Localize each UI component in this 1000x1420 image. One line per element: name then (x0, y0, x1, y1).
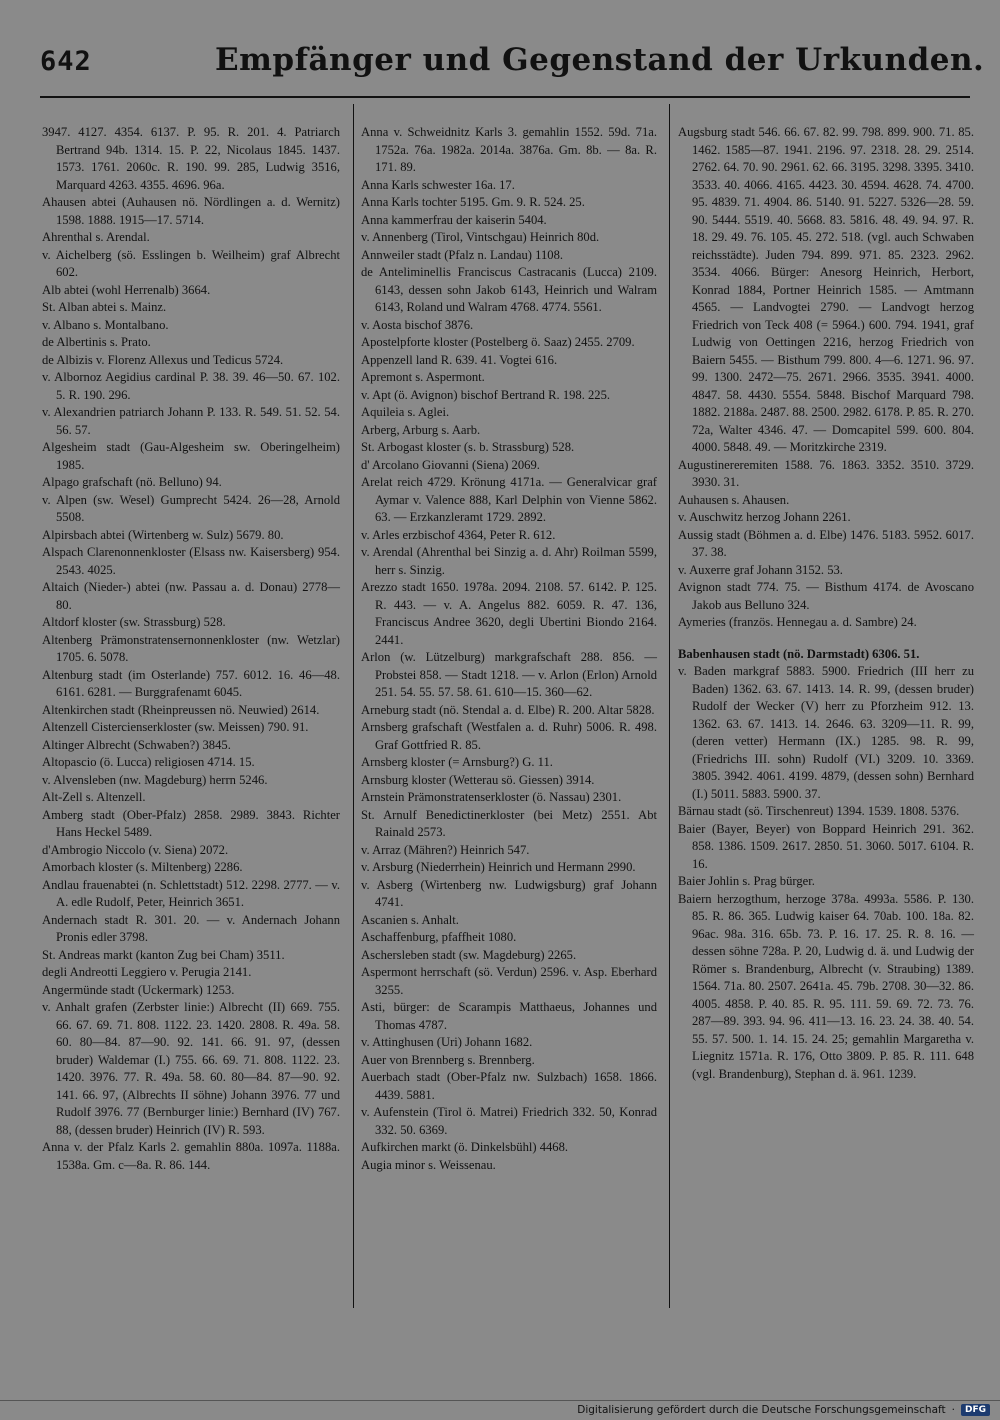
index-entry: Aquileia s. Aglei. (361, 405, 450, 419)
index-entry: v. Arendal (Ahrenthal bei Sinzig a. d. Ahr) Roilman 5599, herr s. Sinzig. (361, 545, 657, 577)
index-entry: Altenburg stadt (im Osterlande) 757. 6012. 16. 46—48. 6161. 6281. — Burggrafenamt 6045. (42, 667, 340, 699)
index-column-2 (361, 124, 657, 1174)
page-title: Empfänger und Gegenstand der Urkunden. (215, 42, 985, 78)
index-entry: Alspach Clarenonnenkloster (Elsass nw. Kaisersberg) 954. 2543. 4025. (42, 545, 340, 577)
index-entry: Alb abtei (wohl Herrenalb) 3664. (42, 282, 211, 297)
index-entry: Angermünde stadt (Uckermark) 1253. (42, 982, 235, 997)
index-entry: Anna kammerfrau der kaiserin 5404. (361, 212, 547, 227)
index-entry: v. Attinghusen (Uri) Johann 1682. (361, 1035, 533, 1049)
index-entry: Baier (Bayer, Beyer) von Boppard Heinrich 291. 362. 858. 1386. 1509. 2617. 2850. 51. 3060. 5017. 6104. R. 16. (678, 821, 974, 871)
index-entry: Augia minor s. Weissenau. (361, 1157, 496, 1172)
index-entry: Algesheim stadt (Gau-Algesheim sw. Oberingelheim) 1985. (42, 440, 340, 472)
index-entry: Auer von Brennberg s. Brennberg. (361, 1052, 535, 1067)
index-entry: Arezzo stadt 1650. 1978a. 2094. 2108. 57. 6142. P. 125. R. 443. — v. A. Angelus 882. 6059. R. 47. 136, Franciscus Andree 3620, degli Ubertini Biondo 2164. 2441. (361, 580, 657, 647)
index-entry: Asti, bürger: de Scarampis Matthaeus, Johannes und Thomas 4787. (361, 1000, 657, 1032)
index-entry: Amorbach kloster (s. Miltenberg) 2286. (42, 860, 243, 874)
index-entry: Altaich (Nieder-) abtei (nw. Passau a. d. Donau) 2778—80. (42, 580, 340, 612)
index-entry: Aschaffenburg, pfaffheit 1080. (361, 930, 517, 944)
index-entry: v. Alexandrien patriarch Johann P. 133. R. 549. 51. 52. 54. 56. 57. (42, 405, 340, 437)
index-entry: Ahausen abtei (Auhausen nö. Nördlingen a. d. Wernitz) 1598. 1888. 1915—17. 5714. (42, 195, 340, 227)
index-entry: v. Albornoz Aegidius cardinal P. 38. 39. 46—50. 67. 102. 5. R. 190. 296. (42, 370, 340, 402)
index-entry: Arnstein Prämonstratenserkloster (ö. Nassau) 2301. (361, 790, 622, 804)
index-entry: v. Alvensleben (nw. Magdeburg) herrn 5246. (42, 772, 268, 787)
index-entry: Arlon (w. Lützelburg) markgrafschaft 288. 856. — Probstei 858. — Stadt 1218. — v. Arlon (Erlon) Arnold 251. 54. 55. 57. 58. 61. 610—15. 360—62. (361, 650, 657, 699)
index-entry: Auerbach stadt (Ober-Pfalz nw. Sulzbach) 1658. 1866. 4439. 5881. (361, 1070, 657, 1102)
index-entry: Auhausen s. Ahausen. (678, 492, 790, 507)
index-entry: v. Asberg (Wirtenberg nw. Ludwigsburg) graf Johann 4741. (361, 877, 657, 909)
index-entry: v. Baden markgraf 5883. 5900. Friedrich (III herr zu Baden) 1362. 63. 67. 1413. 14. R. 99, (dessen bruder) Rudolf der Wecker (V) herr zu Pforzheim 912. 13. 1362. 63. 67. 1413. 14. 2646. 63. 3209—11. R. 99, (deren vetter) Hermann (IX.) 1285. 98. R. 99, (Friedrichs III. sohn) Rudolf (VI.) 3209. 10. 3369. 3805. 3942. 4061. 4199. 4879, (dessen sohn) Bernhard (I.) 5011. 5883. 5900. 37. (678, 664, 974, 801)
header-rule (40, 96, 970, 98)
index-entry: St. Andreas markt (kanton Zug bei Cham) 3511. (42, 947, 285, 962)
index-entry: Ahrenthal s. Arendal. (42, 230, 150, 244)
index-entry: Augustinereremiten 1588. 76. 1863. 3352. 3510. 3729. 3930. 31. (678, 457, 974, 489)
index-entry: Baiern herzogthum, herzoge 378a. 4993a. 5586. P. 130. 85. R. 86. 365. Ludwig kaiser 64. 70ab. 100. 18a. 82. 96ac. 98a. 316. 65b. 73. P. 16. 17. 25. R. 8. 16. — dessen söhne 728a. P. 20, Ludwig d. ä. und Ludwig der Römer s. Brandenburg, Albrecht (v. Straubing) 1389. 1564. 71a. 80. 2507. 2641a. 45. 79b. 2708. 30—32. 86. 4005. 4858. P. 40. 85. R. 95. 111. 59. 69. 72. 73. 76. 287—89. 393. 94. 96. 411—13. 16. 23. 24. 38. 40. 54. 55. 57. 500. 1. 14. 15. 24. 25; gemahlin Margaretha v. Liegnitz 1571a. R. 176, Otto 3809. P. 85. R. 111. 648 (vgl. Brandenburg), Stephan d. ä. 961. 1239. (678, 891, 974, 1081)
index-entry: v. Arles erzbischof 4364, Peter R. 612. (361, 527, 556, 542)
index-entry: Annweiler stadt (Pfalz n. Landau) 1108. (361, 247, 564, 262)
index-entry: Aufkirchen markt (ö. Dinkelsbühl) 4468. (361, 1140, 569, 1154)
index-entry: v. Aosta bischof 3876. (361, 317, 474, 332)
index-entry: Arberg, Arburg s. Aarb. (361, 422, 481, 437)
index-entry: v. Auschwitz herzog Johann 2261. (678, 510, 851, 524)
index-entry: Anna v. der Pfalz Karls 2. gemahlin 880a. 1097a. 1188a. 1538a. Gm. c—8a. R. 86. 144. (42, 1140, 340, 1172)
index-entry: v. Arsburg (Niederrhein) Heinrich und Hermann 2990. (361, 860, 636, 874)
index-entry: Baier Johlin s. Prag bürger. (678, 874, 815, 888)
index-entry: Babenhausen stadt (nö. Darmstadt) 6306. 51. (678, 646, 920, 661)
index-entry: Altinger Albrecht (Schwaben?) 3845. (42, 737, 231, 752)
index-entry: Arelat reich 4729. Krönung 4171a. — Generalvicar graf Aymar v. Valence 888, Karl Delphin von Vienne 5862. 63. — Erzkanzleramt 1729. 2892. (361, 475, 657, 524)
index-entry: Altenkirchen stadt (Rheinpreussen nö. Neuwied) 2614. (42, 702, 320, 717)
footer-rule (0, 1400, 1000, 1401)
index-entry: v. Annenberg (Tirol, Vintschgau) Heinrich 80d. (361, 230, 600, 244)
index-entry: 3947. 4127. 4354. 6137. P. 95. R. 201. 4. Patriarch Bertrand 94b. 1314. 15. P. 22, Nicolaus 1845. 1437. 1573. 1761. 2060c. R. 190. 99. 285, Ludwig 3516, Marquard 4263. 4355. 4696. 96a. (42, 125, 340, 192)
index-entry: v. Alpen (sw. Wesel) Gumprecht 5424. 26—28, Arnold 5508. (42, 492, 340, 524)
index-entry: Altdorf kloster (sw. Strassburg) 528. (42, 615, 226, 629)
index-entry: Ascanien s. Anhalt. (361, 912, 459, 927)
index-entry: v. Auxerre graf Johann 3152. 53. (678, 562, 843, 577)
index-entry: Apremont s. Aspermont. (361, 370, 485, 384)
index-entry: Altenzell Cistercienserkloster (sw. Meissen) 790. 91. (42, 720, 309, 734)
index-entry: Aussig stadt (Böhmen a. d. Elbe) 1476. 5183. 5952. 6017. 37. 38. (678, 527, 974, 559)
column-divider (353, 104, 354, 1308)
index-entry: d'Ambrogio Niccolo (v. Siena) 2072. (42, 842, 229, 857)
index-entry: St. Alban abtei s. Mainz. (42, 300, 167, 314)
index-entry: Appenzell land R. 639. 41. Vogtei 616. (361, 352, 558, 367)
index-entry: degli Andreotti Leggiero v. Perugia 2141. (42, 965, 252, 979)
index-entry: Aymeries (französ. Hennegau a. d. Sambre) 24. (678, 615, 917, 629)
dfg-logo-icon: DFG (961, 1404, 990, 1416)
index-entry: v. Albano s. Montalbano. (42, 317, 169, 332)
index-entry: Arneburg stadt (nö. Stendal a. d. Elbe) R. 200. Altar 5828. (361, 702, 655, 717)
index-entry: de Albertinis s. Prato. (42, 335, 151, 349)
index-entry: Anna v. Schweidnitz Karls 3. gemahlin 1552. 59d. 71a. 1752a. 76a. 1982a. 2014a. 3876a. Gm. 8b. — 8a. R. 171. 89. (361, 125, 657, 174)
index-entry: Alt-Zell s. Altenzell. (42, 790, 146, 804)
index-entry: Aschersleben stadt (sw. Magdeburg) 2265. (361, 947, 577, 962)
index-entry: v. Aufenstein (Tirol ö. Matrei) Friedrich 332. 50, Konrad 332. 50. 6369. (361, 1105, 657, 1137)
index-entry: de Albizis v. Florenz Allexus und Tedicus 5724. (42, 352, 284, 367)
index-entry: Amberg stadt (Ober-Pfalz) 2858. 2989. 3843. Richter Hans Heckel 5489. (42, 807, 340, 839)
index-entry: Anna Karls tochter 5195. Gm. 9. R. 524. 25. (361, 195, 585, 209)
index-entry: v. Aichelberg (sö. Esslingen b. Weilheim) graf Albrecht 602. (42, 247, 340, 279)
index-entry: v. Apt (ö. Avignon) bischof Bertrand R. 198. 225. (361, 387, 611, 402)
index-column-1 (42, 124, 340, 1174)
index-entry: St. Arbogast kloster (s. b. Strassburg) 528. (361, 440, 575, 454)
index-entry: Bärnau stadt (sö. Tirschenreut) 1394. 1539. 1808. 5376. (678, 804, 960, 818)
index-entry: Andernach stadt R. 301. 20. — v. Andernach Johann Pronis edler 3798. (42, 912, 340, 944)
footer-credit: Digitalisierung gefördert durch die Deutsche Forschungsgemeinschaft (577, 1404, 946, 1416)
index-entry: v. Arraz (Mähren?) Heinrich 547. (361, 842, 530, 857)
index-entry: d' Arcolano Giovanni (Siena) 2069. (361, 457, 540, 472)
footer (577, 1404, 990, 1416)
column-divider (669, 104, 670, 1308)
index-entry: Alpirsbach abtei (Wirtenberg w. Sulz) 5679. 80. (42, 527, 284, 542)
index-entry: Arnsburg kloster (Wetterau sö. Giessen) 3914. (361, 772, 595, 787)
index-entry: Alpago grafschaft (nö. Belluno) 94. (42, 475, 222, 489)
index-entry: Augsburg stadt 546. 66. 67. 82. 99. 798. 899. 900. 71. 85. 1462. 1585—87. 1941. 2196. 97. 2318. 28. 29. 2514. 2762. 64. 70. 90. 2961. 62. 66. 3195. 3298. 3395. 3410. 3533. 40. 4066. 4165. 4423. 30. 4594. 4628. 74. 4700. 95. 4839. 71. 4904. 86. 5140. 91. 5227. 5326—28. 59. 90. 5444. 5519. 40. 5668. 83. 5816. 48. 49. 94. 97. R. 18. 29. 49. 76. 105. 45. 272. 518. (vgl. auch Schwaben reichsstädte). Juden 794. 899. 971. 85. 2323. 2962. 3534. 4066. Bürger: Anesorg Heinrich, Herbort, Konrad 1884, Portner Heinrich 1585. — Amtmann 4565. — Landvogtei 2790. — Landvogt herzog Friedrich von Teck 408 (= 5964.) 600. 794. 1941, graf Ludwig von Oettingen 2216, herzog Friedrich von Baiern 5455. — Bisthum 799. 800. 4—6. 1271. 96. 97. 99. 1300. 2472—75. 2671. 2966. 3535. 3941. 4000. 4847. 58. 4430. 5554. 5848. Bischof Marquard 798. 1882. 2188a. 2487. 88. 2500. 2982. 6178. P. 85. R. 270. 72a, Walter 4346. 47. — Domcapitel 599. 600. 804. 4000. 5848. 49. — Moritzkirche 2319. (678, 125, 974, 454)
index-entry: Andlau frauenabtei (n. Schlettstadt) 512. 2298. 2777. — v. A. edle Rudolf, Peter, Heinrich 3651. (42, 877, 340, 909)
index-entry: Aspermont herrschaft (sö. Verdun) 2596. v. Asp. Eberhard 3255. (361, 965, 657, 997)
footer-separator: · (951, 1404, 955, 1416)
index-column-3 (678, 124, 974, 1083)
index-entry: Anna Karls schwester 16a. 17. (361, 177, 515, 192)
index-entry: Altopascio (ö. Lucca) religiosen 4714. 15. (42, 755, 255, 769)
index-entry: Altenberg Prämonstratensernonnenkloster (nw. Wetzlar) 1705. 6. 5078. (42, 632, 340, 664)
index-entry: Arnsberg kloster (= Arnsburg?) G. 11. (361, 755, 553, 769)
index-entry: Arnsberg grafschaft (Westfalen a. d. Ruhr) 5006. R. 498. Graf Gottfried R. 85. (361, 720, 657, 752)
index-entry: Apostelpforte kloster (Postelberg ö. Saaz) 2455. 2709. (361, 335, 635, 349)
index-entry: Avignon stadt 774. 75. — Bisthum 4174. de Avoscano Jakob aus Belluno 324. (678, 580, 974, 612)
index-entry: de Anteliminellis Franciscus Castracanis (Lucca) 2109. 6143, dessen sohn Jakob 6143, Heinrich und Walram 6143, Roland und Walram 4768. 4774. 5561. (361, 265, 657, 314)
index-entry: St. Arnulf Benedictinerkloster (bei Metz) 2551. Abt Rainald 2573. (361, 807, 657, 839)
index-entry: v. Anhalt grafen (Zerbster linie:) Albrecht (II) 669. 755. 66. 67. 69. 71. 808. 1122. 23. 1420. 2808. R. 49a. 58. 60. 80—84. 87—90. 92. 141. 66. 91. 97, (dessen bruder) Waldemar (I.) 755. 66. 69. 71. 808. 1122. 23. 1420. 3976. 77. R. 49a. 58. 60. 80—84. 87—90. 92. 141. 66. 97, (Albrechts II söhne) Johann 3976. 77 und Rudolf 3976. 77 (Bernburger linie:) Bernhard (IV) 767. 88, (dessen bruder) Heinrich (IV) R. 593. (42, 1000, 340, 1137)
page-number: 642 (40, 46, 92, 77)
